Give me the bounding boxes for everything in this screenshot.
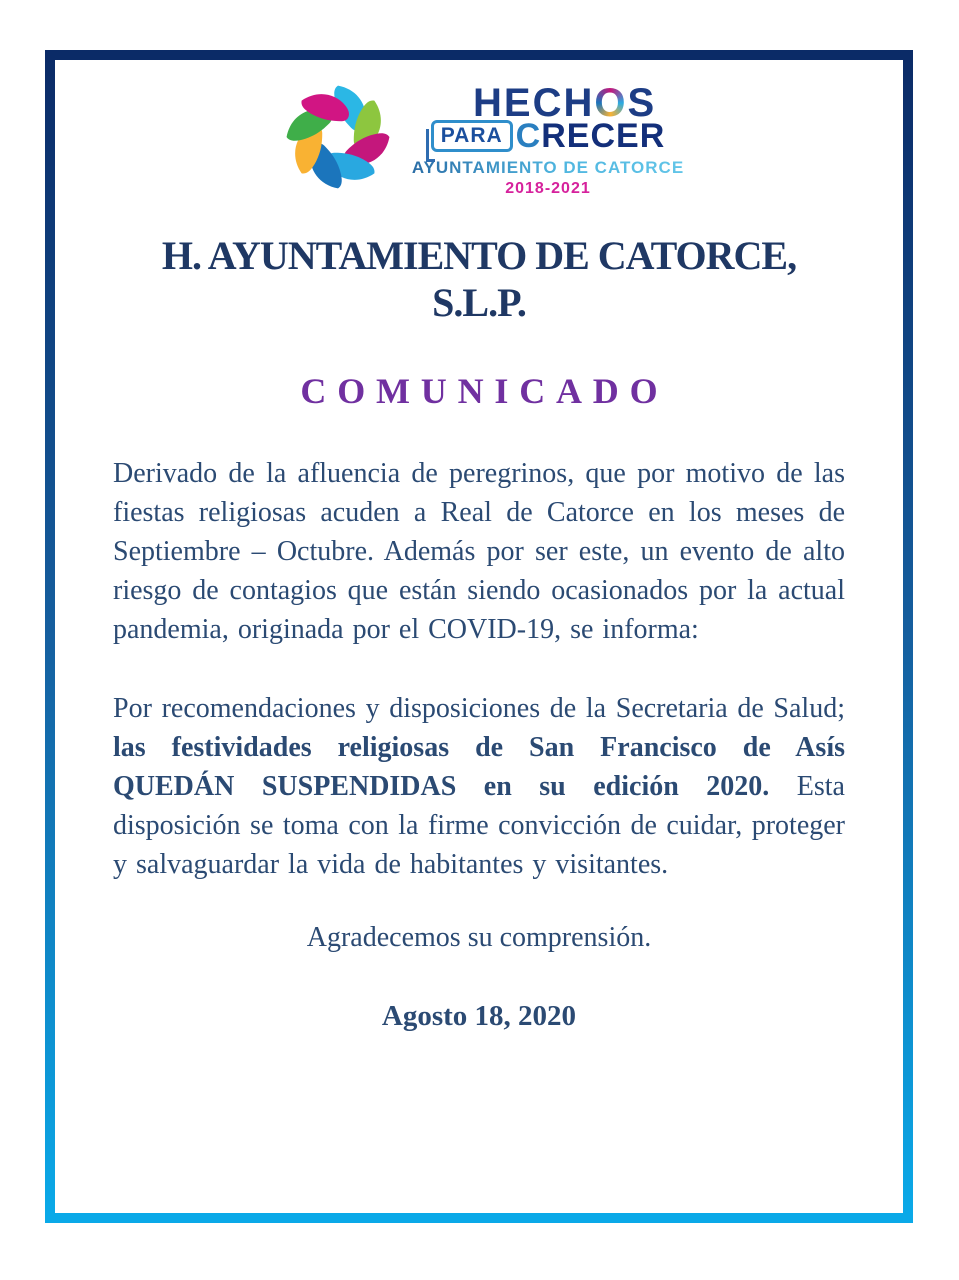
logo-hechos-text: HECHOS <box>473 80 657 125</box>
logo-para-crecer-line <box>431 116 666 155</box>
paragraph-resolution <box>113 689 845 884</box>
thanks-text: Agradecemos su comprensión. <box>306 922 652 953</box>
paragraph-resolution-normal-1: Por recomendaciones y disposiciones de la Secretaria de Salud; <box>113 693 845 724</box>
logo-subtitle: AYUNTAMIENTO DE CATORCE <box>411 157 685 177</box>
comunicado-heading: COMUNICADO <box>300 371 669 411</box>
logo-crecer-text: CRECER <box>515 116 666 155</box>
logo <box>113 74 845 200</box>
paragraph-resolution-normal-2: Esta disposición se toma con la firme convicción de cuidar, proteger y salvaguardar la vida de habitantes y visitantes. <box>113 771 845 880</box>
paragraph-intro: Derivado de la afluencia de peregrinos, que por motivo de las fiestas religiosas acuden a Real de Catorce en los meses de Septiembre – Octubre. Además por ser este, un evento de alto riesgo de contagios que están siendo ocasionados por la actual pandemia, originada por el COVID-19, se informa: <box>113 458 845 645</box>
date-text: Agosto 18, 2020 <box>381 1000 577 1032</box>
logo-para-box: PARA <box>431 120 513 152</box>
logo-swirl-icon <box>274 77 402 197</box>
page-title: H. AYUNTAMIENTO DE CATORCE, S.L.P. <box>161 233 797 325</box>
logo-hechos-o: O <box>594 80 628 125</box>
paragraph-resolution-bold: las festividades religiosas de San Francisco de Asís QUEDÁN SUSPENDIDAS en su edición 2020. <box>113 732 845 802</box>
logo-years: 2018-2021 <box>505 179 591 197</box>
gradient-border-frame <box>45 50 913 1223</box>
logo-wordmark <box>411 80 685 198</box>
